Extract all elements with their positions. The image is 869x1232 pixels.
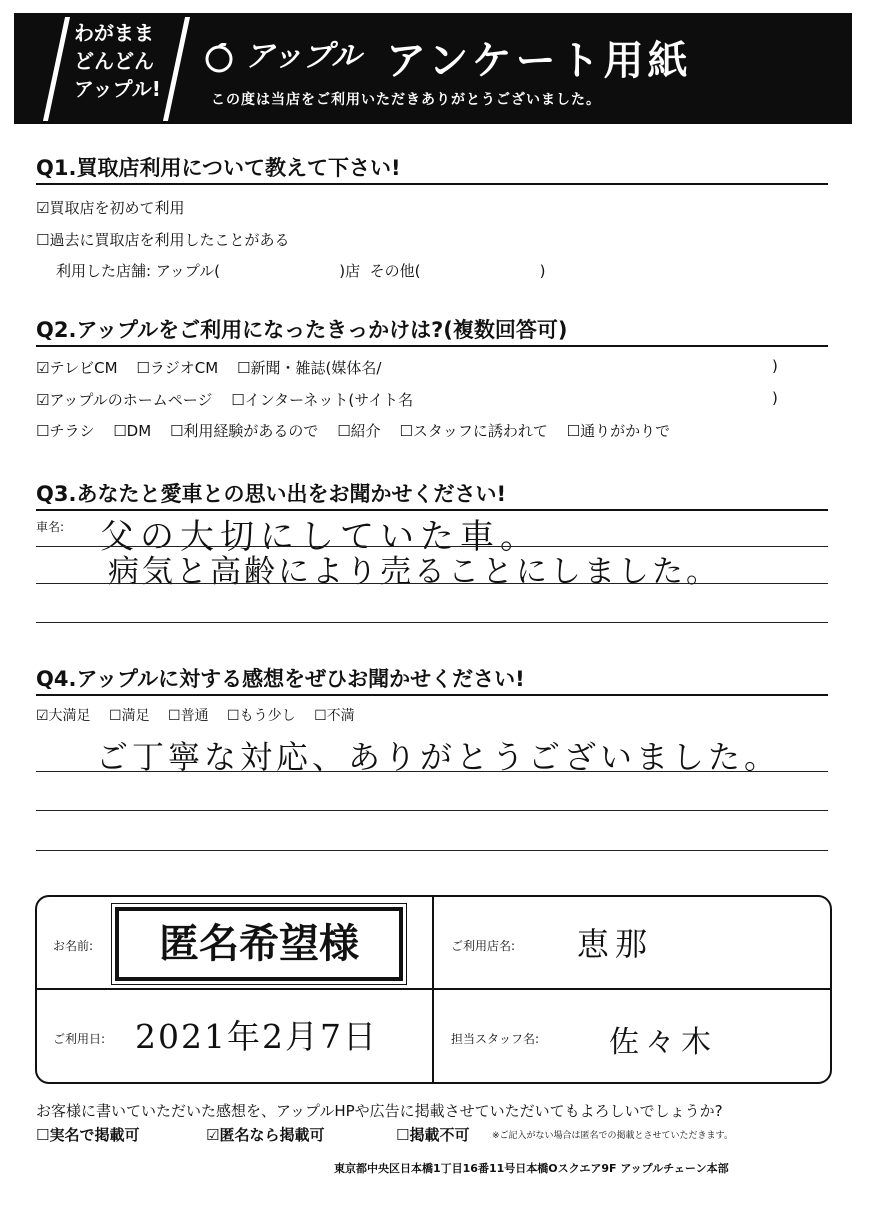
q2-option-tv-cm[interactable]: ☑テレビCM xyxy=(36,359,118,377)
q3-answer-line-2: 病気と高齢により売ることにしました。 xyxy=(108,554,720,590)
q2-row-2-close: ) xyxy=(772,389,778,407)
q2-row-2 xyxy=(36,389,427,410)
q4-option-not-quite[interactable]: ☐もう少し xyxy=(227,708,296,724)
publish-question: お客様に書いていただいた感想を、アップルHPや広告に掲載させていただいてもよろしいでしょうか? xyxy=(36,1102,723,1120)
store-label: ご利用店名: xyxy=(451,939,516,953)
q1-title: Q1.買取店利用について教えて下さい! xyxy=(36,156,401,180)
q4-line-2 xyxy=(36,810,828,811)
q2-row-3 xyxy=(36,420,684,441)
publish-option-real-name[interactable]: ☐実名で掲載可 xyxy=(36,1126,140,1144)
q1-rule xyxy=(36,183,828,185)
q4-option-average[interactable]: ☐普通 xyxy=(168,708,209,724)
name-value: 匿名希望様 xyxy=(115,907,403,981)
staff-label: 担当スタッフ名: xyxy=(451,1032,540,1046)
q4-options xyxy=(36,705,369,725)
page-subtitle: この度は当店をご利用いただきありがとうございました。 xyxy=(211,92,601,108)
q3-car-label: 車名: xyxy=(36,520,65,534)
q4-option-satisfied[interactable]: ☐満足 xyxy=(109,708,150,724)
q3-title: Q3.あなたと愛車との思い出をお聞かせください! xyxy=(36,482,507,506)
q2-option-flyer[interactable]: ☐チラシ xyxy=(36,422,95,440)
q2-option-experience[interactable]: ☐利用経験があるので xyxy=(169,422,319,440)
q3-answer-line-1: 父の大切にしていた車。 xyxy=(100,517,540,557)
info-divider-horizontal xyxy=(37,988,830,990)
q2-option-newspaper[interactable]: ☐新聞・雑誌(媒体名/ xyxy=(237,359,382,377)
q4-option-dissatisfied[interactable]: ☐不満 xyxy=(314,708,355,724)
q2-option-radio-cm[interactable]: ☐ラジオCM xyxy=(136,359,219,377)
q2-option-passing-by[interactable]: ☐通りがかりで xyxy=(566,422,671,440)
brand-logo xyxy=(204,31,361,75)
q4-option-very-satisfied[interactable]: ☑大満足 xyxy=(36,708,91,724)
q3-line-2 xyxy=(36,583,828,584)
company-address: 東京都中央区日本橋1丁目16番11号日本橋Oスクエア9F アップルチェーン本部 xyxy=(334,1162,729,1175)
header-banner xyxy=(14,13,852,124)
publish-option-no[interactable]: ☐掲載不可 xyxy=(396,1126,470,1144)
publish-note: ※ご記入がない場合は匿名での掲載とさせていただきます。 xyxy=(492,1131,733,1141)
staff-value: 佐々木 xyxy=(609,1025,717,1060)
q4-line-1 xyxy=(36,771,828,772)
date-label: ご利用日: xyxy=(53,1032,106,1046)
q1-option-used-before[interactable]: ☐過去に買取店を利用したことがある xyxy=(36,231,290,249)
q2-rule xyxy=(36,345,828,347)
q2-row-1 xyxy=(36,357,395,378)
slash-left xyxy=(43,17,70,121)
q2-option-dm[interactable]: ☐DM xyxy=(113,422,152,440)
q4-rule xyxy=(36,694,828,696)
page-title: アンケート用紙 xyxy=(386,38,692,84)
q4-comment: ご丁寧な対応、ありがとうございました。 xyxy=(96,738,781,776)
q2-row-1-close: ) xyxy=(772,357,778,375)
publish-option-anonymous[interactable]: ☑匿名なら掲載可 xyxy=(206,1126,325,1144)
q1-option-first-time[interactable]: ☑買取店を初めて利用 xyxy=(36,199,185,217)
q2-title: Q2.アップルをご利用になったきっかけは?(複数回答可) xyxy=(36,318,568,342)
q2-option-internet[interactable]: ☐インターネット(サイト名 xyxy=(231,391,414,409)
q1-store-line: 利用した店舗: アップル( )店 その他( ) xyxy=(56,262,546,280)
slogan-line-1: わがまま xyxy=(74,21,154,45)
customer-info-box xyxy=(35,895,832,1084)
q4-line-3 xyxy=(36,850,828,851)
date-value: 2021年2月7日 xyxy=(135,1017,378,1056)
logo-text: アップル xyxy=(244,39,362,74)
slogan xyxy=(74,19,184,103)
q4-title: Q4.アップルに対する感想をぜひお聞かせください! xyxy=(36,667,525,691)
name-label: お名前: xyxy=(53,939,94,953)
q2-option-homepage[interactable]: ☑アップルのホームページ xyxy=(36,391,213,409)
q2-option-referral[interactable]: ☐紹介 xyxy=(337,422,381,440)
slogan-line-2: どんどん xyxy=(74,49,154,73)
q2-option-staff[interactable]: ☐スタッフに誘われて xyxy=(399,422,548,440)
q3-line-3 xyxy=(36,622,828,623)
apple-logo-icon xyxy=(204,43,234,73)
slogan-line-3: アップル! xyxy=(74,77,161,101)
store-value: 恵那 xyxy=(577,925,654,963)
